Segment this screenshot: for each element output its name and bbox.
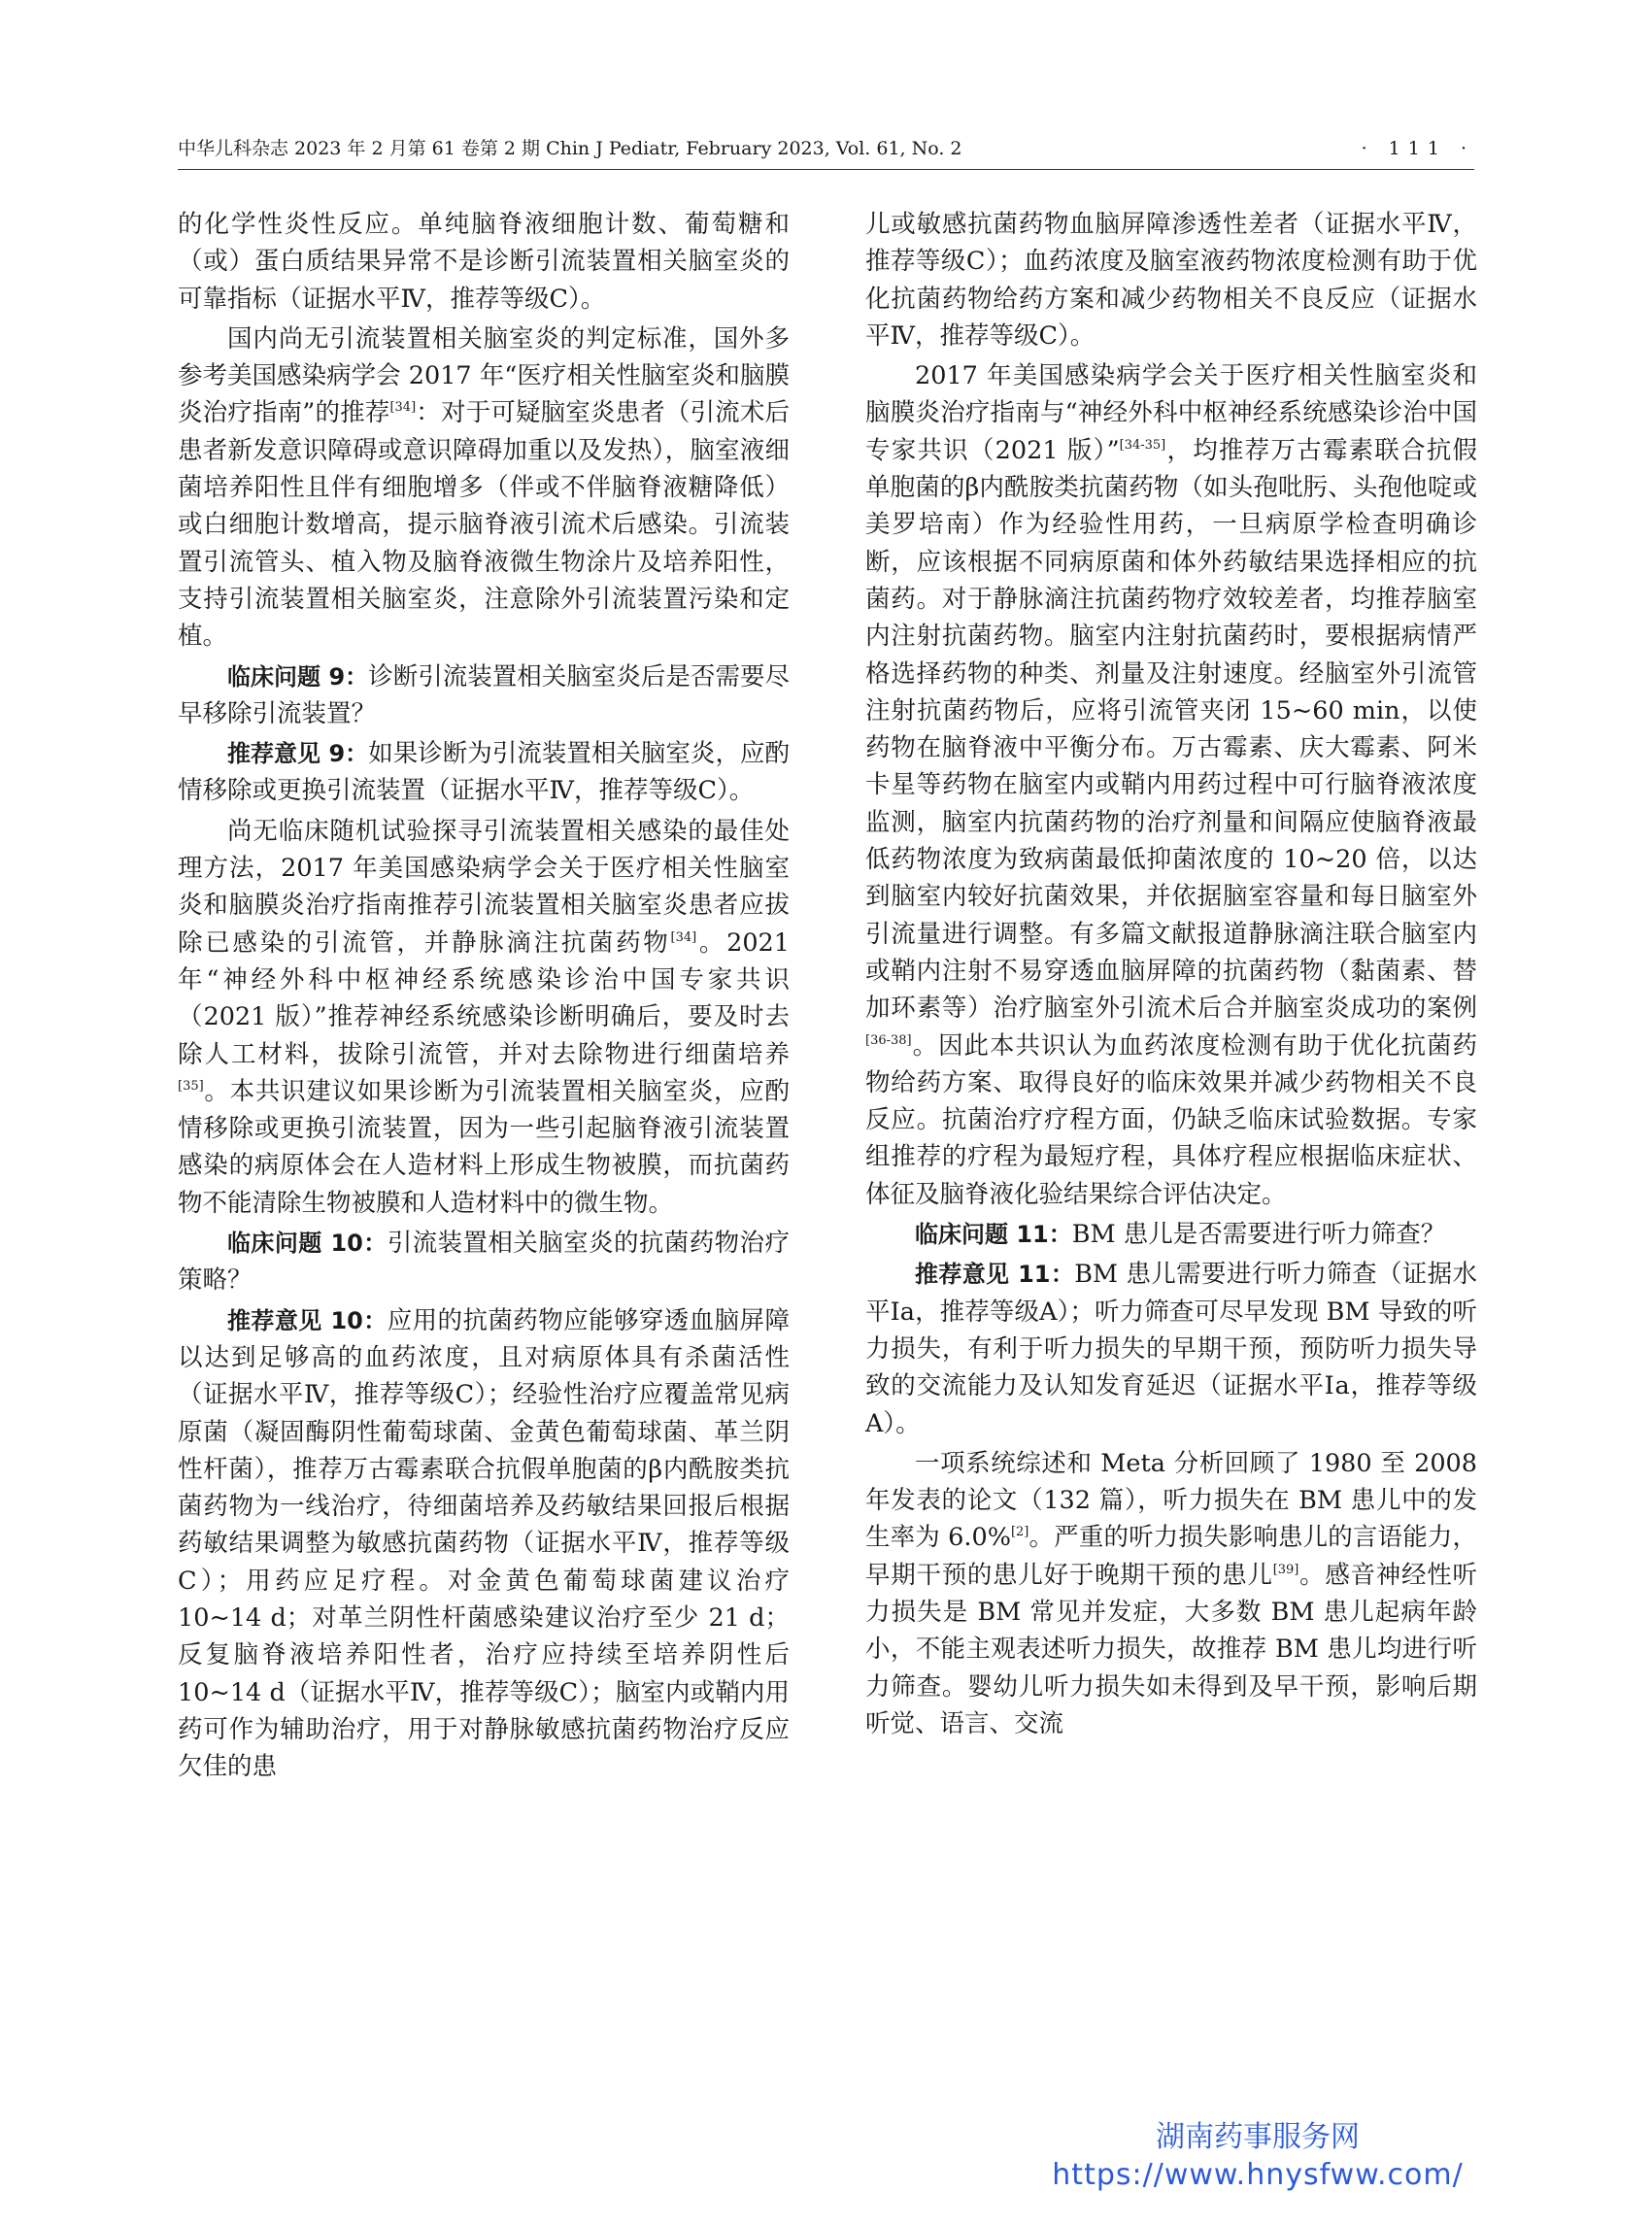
- citation: [2]: [1010, 1525, 1029, 1540]
- right-column: [865, 206, 1477, 1745]
- watermark-url[interactable]: https://www.hnysfww.com/: [1052, 2158, 1464, 2192]
- citation: [34-35]: [1119, 437, 1166, 453]
- recommendation: 推荐意见 10：应用的抗菌药物应能够穿透血脑屏障以达到足够高的血药浓度，且对病原体具有杀菌活性（证据水平Ⅳ，推荐等级C）；经验性治疗应覆盖常见病原菌（凝固酶阴性葡萄球菌、金黄色葡萄球菌、革兰阴性杆菌），推荐万古霉素联合抗假单胞菌的β内酰胺类抗菌药物为一线治疗，待细菌培养及药敏结果回报后根据药敏结果调整为敏感抗菌药物（证据水平Ⅳ，推荐等级C）；用药应足疗程。对金黄色葡萄球菌建议治疗 10~14 d；对革兰阴性杆菌感染建议治疗至少 21 d；反复脑脊液培养阳性者，治疗应持续至培养阴性后 10~14 d（证据水平Ⅳ，推荐等级C）；脑室内或鞘内用药可作为辅助治疗，用于对静脉敏感抗菌药物治疗反应欠佳的患: [178, 1305, 790, 1782]
- recommendation-heading: 推荐意见 11：: [915, 1261, 1075, 1289]
- paragraph: 的化学性炎性反应。单纯脑脊液细胞计数、葡萄糖和（或）蛋白质结果异常不是诊断引流装置相关脑室炎的可靠指标（证据水平Ⅳ，推荐等级C）。: [178, 210, 790, 314]
- question-heading: 临床问题 11：: [915, 1221, 1072, 1249]
- header-rule: [178, 169, 1474, 170]
- citation: [35]: [178, 1078, 204, 1094]
- left-column: [178, 206, 790, 1788]
- question-heading: 临床问题 10：: [227, 1230, 388, 1258]
- paragraph: 尚无临床随机试验探寻引流装置相关感染的最佳处理方法，2017 年美国感染病学会关于医疗相关性脑室炎和脑膜炎治疗指南推荐引流装置相关脑室炎患者应拔除已感染的引流管，并静脉滴注抗菌药物[34]。2021 年“神经外科中枢神经系统感染诊治中国专家共识（2021 版）”推荐神经系统感染诊断明确后，要及时去除人工材料，拔除引流管，并对去除物进行细菌培养[35]。本共识建议如果诊断为引流装置相关脑室炎，应酌情移除或更换引流装置，因为一些引起脑脊液引流装置感染的病原体会在人造材料上形成生物被膜，而抗菌药物不能清除生物被膜和人造材料中的微生物。: [178, 816, 790, 1218]
- paragraph: 儿或敏感抗菌药物血脑屏障渗透性差者（证据水平Ⅳ，推荐等级C）；血药浓度及脑室液药物浓度检测有助于优化抗菌药物给药方案和减少药物相关不良反应（证据水平Ⅳ，推荐等级C）。: [865, 210, 1477, 351]
- paragraph: 国内尚无引流装置相关脑室炎的判定标准，国外多参考美国感染病学会 2017 年“医疗相关性脑室炎和脑膜炎治疗指南”的推荐[34]：对于可疑脑室炎患者（引流术后患者新发意识障碍或意识障碍加重以及发热），脑室液细菌培养阳性且伴有细胞增多（伴或不伴脑脊液糖降低）或白细胞计数增高，提示脑脊液引流术后感染。引流装置引流管头、植入物及脑脊液微生物涂片及培养阳性，支持引流装置相关脑室炎，注意除外引流装置污染和定植。: [178, 323, 790, 652]
- recommendation: 推荐意见 11：BM 患儿需要进行听力筛查（证据水平Ⅰa，推荐等级A）；听力筛查可尽早发现 BM 导致的听力损失，有利于听力损失的早期干预，预防听力损失导致的交流能力及认知发育延迟（证据水平Ⅰa，推荐等级A）。: [865, 1260, 1477, 1438]
- citation: [34]: [670, 929, 697, 945]
- recommendation: 推荐意见 9：如果诊断为引流装置相关脑室炎，应酌情移除或更换引流装置（证据水平Ⅳ，推荐等级C）。: [178, 739, 790, 806]
- running-header: [178, 132, 1474, 167]
- watermark: [1044, 2119, 1471, 2195]
- page-number: · 111 ·: [1361, 138, 1474, 159]
- citation: [39]: [1272, 1562, 1299, 1577]
- watermark-title: 湖南药事服务网: [1156, 2120, 1360, 2154]
- question-heading: 临床问题 9：: [227, 662, 369, 691]
- clinical-question: 临床问题 9：诊断引流装置相关脑室炎后是否需要尽早移除引流装置？: [178, 661, 790, 728]
- clinical-question: 临床问题 11：BM 患儿是否需要进行听力筛查？: [915, 1220, 1446, 1250]
- recommendation-heading: 推荐意见 9：: [227, 740, 369, 768]
- paragraph: 一项系统综述和 Meta 分析回顾了 1980 至 2008 年发表的论文（132 篇），听力损失在 BM 患儿中的发生率为 6.0%[2]。严重的听力损失影响患儿的言语能力，早期干预的患儿好于晚期干预的患儿[39]。感音神经性听力损失是 BM 常见并发症，大多数 BM 患儿起病年龄小，不能主观表述听力损失，故推荐 BM 患儿均进行听力筛查。婴幼儿听力损失如未得到及早干预，影响后期听觉、语言、交流: [865, 1448, 1477, 1738]
- citation: [36-38]: [865, 1032, 912, 1048]
- recommendation-heading: 推荐意见 10：: [227, 1306, 388, 1334]
- clinical-question: 临床问题 10：引流装置相关脑室炎的抗菌药物治疗策略？: [178, 1229, 790, 1296]
- paragraph: 2017 年美国感染病学会关于医疗相关性脑室炎和脑膜炎治疗指南与“神经外科中枢神经系统感染诊治中国专家共识（2021 版）”[34-35]，均推荐万古霉素联合抗假单胞菌的β内酰胺类抗菌药物（如头孢吡肟、头孢他啶或美罗培南）作为经验性用药，一旦病原学检查明确诊断，应该根据不同病原菌和体外药敏结果选择相应的抗菌药。对于静脉滴注抗菌药物疗效较差者，均推荐脑室内注射抗菌药物。脑室内注射抗菌药时，要根据病情严格选择药物的种类、剂量及注射速度。经脑室外引流管注射抗菌药物后，应将引流管夹闭 15~60 min，以使药物在脑脊液中平衡分布。万古霉素、庆大霉素、阿米卡星等药物在脑室内或鞘内用药过程中可行脑脊液浓度监测，脑室内抗菌药物的治疗剂量和间隔应使脑脊液最低药物浓度为致病菌最低抑菌浓度的 10~20 倍，以达到脑室内较好抗菌效果，并依据脑室容量和每日脑室外引流量进行调整。有多篇文献报道静脉滴注联合脑室内或鞘内注射不易穿透血脑屏障的抗菌药物（黏菌素、替加环素等）治疗脑室外引流术后合并脑室炎成功的案例[36-38]。因此本共识认为血药浓度检测有助于优化抗菌药物给药方案、取得良好的临床效果并减少药物相关不良反应。抗菌治疗疗程方面，仍缺乏临床试验数据。专家组推荐的疗程为最短疗程，具体疗程应根据临床症状、体征及脑脊液化验结果综合评估决定。: [865, 361, 1477, 1209]
- citation: [34]: [389, 400, 417, 416]
- journal-citation: 中华儿科杂志 2023 年 2 月第 61 卷第 2 期 Chin J Pediatr, February 2023, Vol. 61, No. 2: [178, 138, 962, 159]
